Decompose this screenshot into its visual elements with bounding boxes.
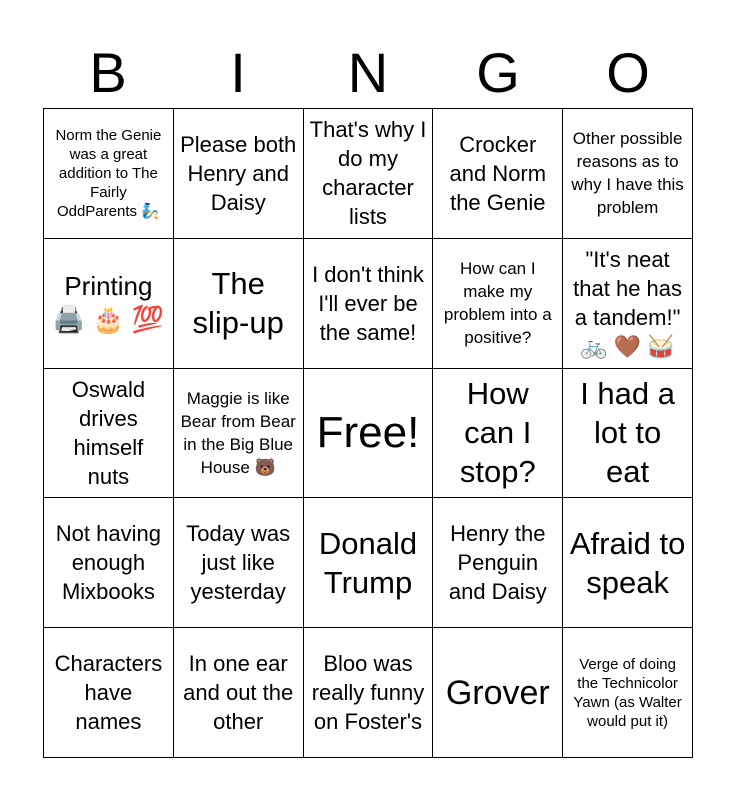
free-space-cell[interactable]: Free! [304, 369, 434, 499]
bingo-cell[interactable]: Printing 🖨️ 🎂 💯 [44, 239, 174, 369]
bingo-cell[interactable]: Donald Trump [304, 498, 434, 628]
bingo-cell[interactable]: Henry the Penguin and Daisy [433, 498, 563, 628]
bingo-cell[interactable]: That's why I do my character lists [304, 109, 434, 239]
bingo-header [43, 38, 693, 108]
bingo-cell[interactable]: Other possible reasons as to why I have this problem [563, 109, 693, 239]
bingo-cell[interactable]: Bloo was really funny on Foster's [304, 628, 434, 758]
bingo-cell[interactable]: How can I stop? [433, 369, 563, 499]
bingo-cell[interactable]: Please both Henry and Daisy [174, 109, 304, 239]
bingo-cell[interactable]: Afraid to speak [563, 498, 693, 628]
bingo-cell[interactable]: Today was just like yesterday [174, 498, 304, 628]
bingo-cell[interactable]: Norm the Genie was a great addition to The Fairly OddParents 🧞 [44, 109, 174, 239]
bingo-cell[interactable]: Characters have names [44, 628, 174, 758]
header-letter-n: N [347, 41, 389, 104]
bingo-cell[interactable]: The slip-up [174, 239, 304, 369]
bingo-cell[interactable]: Not having enough Mixbooks [44, 498, 174, 628]
bingo-cell[interactable]: I don't think I'll ever be the same! [304, 239, 434, 369]
bingo-cell[interactable]: Verge of doing the Technicolor Yawn (as Walter would put it) [563, 628, 693, 758]
bingo-cell[interactable]: Maggie is like Bear from Bear in the Big Blue House 🐻 [174, 369, 304, 499]
bingo-card [43, 108, 693, 758]
bingo-cell[interactable]: In one ear and out the other [174, 628, 304, 758]
bingo-cell[interactable]: Oswald drives himself nuts [44, 369, 174, 499]
bingo-cell[interactable]: Crocker and Norm the Genie [433, 109, 563, 239]
header-letter-b: B [89, 41, 127, 104]
header-letter-o: O [606, 41, 650, 104]
bingo-cell[interactable]: I had a lot to eat [563, 369, 693, 499]
header-letter-i: I [230, 41, 246, 104]
bingo-cell[interactable]: Grover [433, 628, 563, 758]
header-letter-g: G [476, 41, 520, 104]
bingo-cell[interactable]: "It's neat that he has a tandem!" 🚲 🤎 🥁 [563, 239, 693, 369]
bingo-cell[interactable]: How can I make my problem into a positive? [433, 239, 563, 369]
